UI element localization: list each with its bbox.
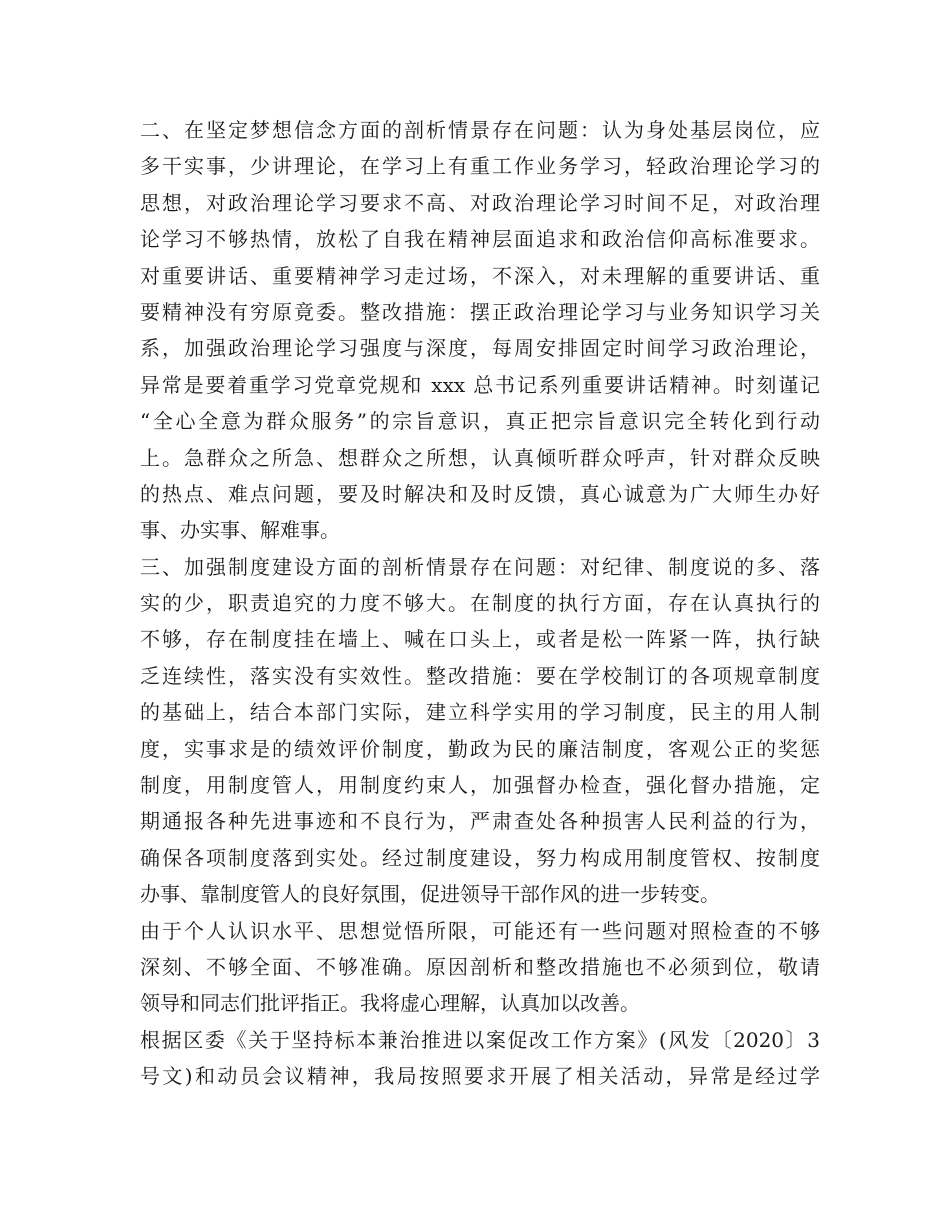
text-line: 的热点、难点问题，要及时解决和及时反馈，真心诚意为广大师生办好 — [140, 481, 820, 506]
text-line: 期通报各种先进事迹和不良行为，严肃查处各种损害人民利益的行为， — [140, 809, 820, 834]
text-line: 办事、靠制度管人的良好氛围，促进领导干部作风的进一步转变。 — [140, 882, 720, 907]
text-line: 的基础上，结合本部门实际，建立科学实用的学习制度，民主的用人制 — [140, 700, 820, 725]
text-line: 根据区委《关于坚持标本兼治推进以案促改工作方案》(风发〔2020〕3 — [140, 1027, 820, 1052]
text-line: 异常是要着重学习党章党规和 xxx 总书记系列重要讲话精神。时刻谨记 — [140, 372, 820, 397]
text-line: 多干实事，少讲理论，在学习上有重工作业务学习，轻政治理论学习的 — [140, 154, 820, 179]
text-line: 不够，存在制度挂在墙上、喊在口头上，或者是松一阵紧一阵，执行缺 — [140, 627, 820, 652]
text-line: 确保各项制度落到实处。经过制度建设，努力构成用制度管权、按制度 — [140, 845, 820, 870]
text-line: “全心全意为群众服务”的宗旨意识，真正把宗旨意识完全转化到行动 — [140, 409, 820, 434]
text-line: 度，实事求是的绩效评价制度，勤政为民的廉洁制度，客观公正的奖惩 — [140, 736, 820, 761]
text-line: 系，加强政治理论学习强度与深度，每周安排固定时间学习政治理论， — [140, 336, 820, 361]
text-line: 由于个人认识水平、思想觉悟所限，可能还有一些问题对照检查的不够 — [140, 918, 820, 943]
text-line: 思想，对政治理论学习要求不高、对政治理论学习时间不足，对政治理 — [140, 190, 820, 215]
text-line: 三、加强制度建设方面的剖析情景存在问题：对纪律、制度说的多、落 — [140, 554, 820, 579]
text-line: 深刻、不够全面、不够准确。原因剖析和整改措施也不必须到位，敬请 — [140, 954, 820, 979]
text-line: 制度，用制度管人，用制度约束人，加强督办检查，强化督办措施，定 — [140, 773, 820, 798]
text-line: 要精神没有穷原竟委。整改措施：摆正政治理论学习与业务知识学习关 — [140, 299, 820, 324]
text-line: 号文)和动员会议精神，我局按照要求开展了相关活动，异常是经过学 — [140, 1064, 820, 1089]
text-line: 实的少，职责追究的力度不够大。在制度的执行方面，存在认真执行的 — [140, 591, 820, 616]
text-line: 对重要讲话、重要精神学习走过场，不深入，对未理解的重要讲话、重 — [140, 263, 820, 288]
document-body — [140, 112, 820, 1095]
text-line: 乏连续性，落实没有实效性。整改措施：要在学校制订的各项规章制度 — [140, 663, 820, 688]
text-line: 二、在坚定梦想信念方面的剖析情景存在问题：认为身处基层岗位，应 — [140, 118, 820, 142]
text-line: 领导和同志们批评指正。我将虚心理解，认真加以改善。 — [140, 991, 640, 1016]
text-line: 事、办实事、解难事。 — [140, 518, 340, 543]
text-line: 论学习不够热情，放松了自我在精神层面追求和政治信仰高标准要求。 — [140, 227, 820, 252]
text-line: 上。急群众之所急、想群众之所想，认真倾听群众呼声，针对群众反映 — [140, 445, 820, 470]
